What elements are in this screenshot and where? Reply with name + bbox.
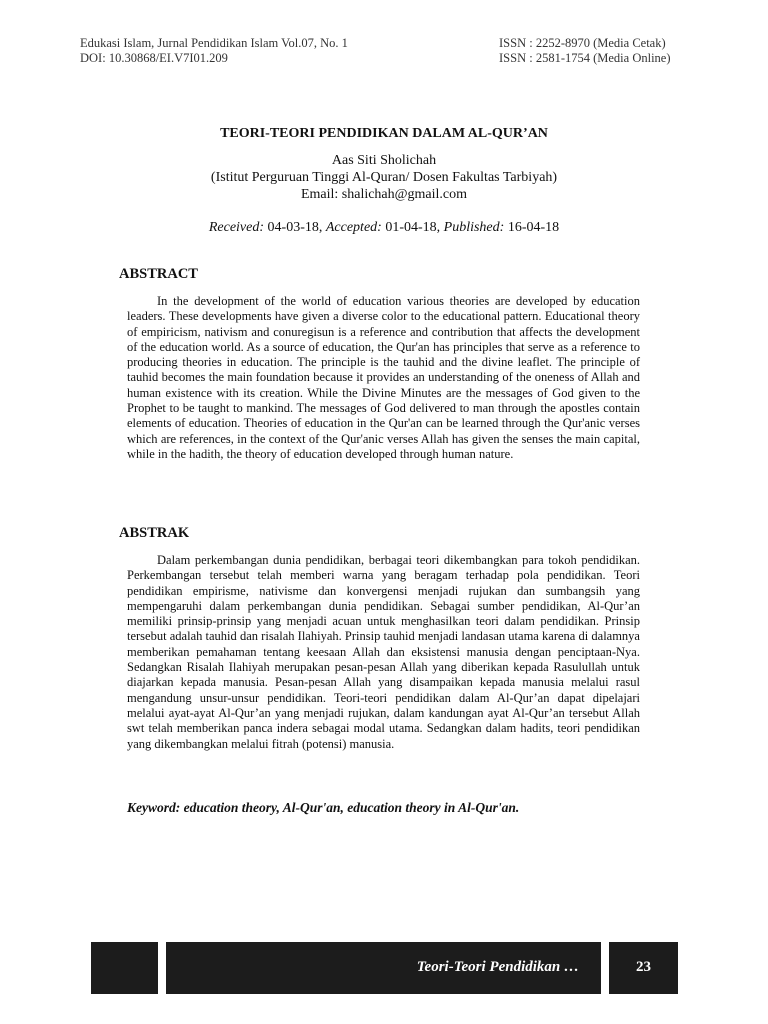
journal-header — [80, 36, 348, 66]
published-label: Published: — [443, 220, 505, 235]
article-dates — [0, 220, 768, 236]
issn-header — [499, 36, 671, 66]
issn-online: ISSN : 2581-1754 (Media Online) — [499, 51, 671, 65]
keywords-line: Keyword: education theory, Al-Qur'an, education theory in Al-Qur'an. — [127, 800, 520, 815]
issn-print: ISSN : 2252-8970 (Media Cetak) — [499, 36, 666, 50]
author-email: Email: shalichah@gmail.com — [300, 187, 468, 202]
journal-line: Edukasi Islam, Jurnal Pendidikan Islam Vol.07, No. 1 — [80, 36, 348, 50]
footer-decor-box — [91, 942, 158, 994]
published-date: 16-04-18 — [504, 220, 560, 235]
author-name: Aas Siti Sholichah — [331, 153, 437, 168]
abstrak-heading: ABSTRAK — [119, 525, 190, 541]
received-label: Received: — [208, 220, 265, 235]
received-date: 04-03-18, — [264, 220, 326, 235]
accepted-label: Accepted: — [325, 220, 382, 235]
accepted-date: 01-04-18, — [381, 220, 444, 235]
author-block — [0, 152, 768, 203]
footer-title-box — [166, 942, 601, 994]
author-affiliation: (Istitut Perguruan Tinggi Al-Quran/ Dosen Fakultas Tarbiyah) — [210, 170, 558, 185]
doi-line: DOI: 10.30868/EI.V7I01.209 — [80, 51, 228, 65]
article-title: TEORI-TEORI PENDIDIKAN DALAM AL-QUR’AN — [220, 126, 548, 141]
abstract-body: In the development of the world of education various theories are developed by education leaders. These developments have given a diverse color to the educational pattern. Educational theory of empiricism, nativism and conuregisun is a reference and contribution that affects the development of the education world. As a source of education, the Qur'an has principles that serve as a reference to producing theories in education. The principle is the tauhid and the divine leaflet. The principle of tauhid becomes the main foundation because it provides an understanding of the oneness of Allah and human existence with its creation. While the Divine Minutes are the messages of God given to the Prophet to be taught to mankind. The messages of God delivered to man through the apostles contain elements of education. Theories of education in the Qur'an can be learned through the Qur'anic verses which are references, in the context of the Qur'anic verses Allah has given the senses the main capital, while in the hadith, the theory of education developed through human nature. — [127, 294, 640, 461]
page-number: 23 — [636, 959, 651, 975]
abstrak-body: Dalam perkembangan dunia pendidikan, berbagai teori dikembangkan para tokoh pendidikan. Perkembangan tersebut telah memberi warna yang beragam terhadap pola pendidikan. Teori pendidikan empirisme, nativisme dan konvergensi menjadi rujukan dan sumbangsih yang mempengaruhi dalam perkembangan dunia pendidikan. Sebagai sumber pendidikan, Al-Qur’an memiliki prinsip-prinsip yang menjadi acuan untuk menghasilkan teori dalam pendidikan. Prinsip tersebut adalah tauhid dan risalah Ilahiyah. Prinsip tauhid menjadi landasan utama karena di dalamnya memberikan pemahaman tentang keesaan Allah dan eksistensi manusia dengan penciptaan-Nya. Sedangkan Risalah Ilahiyah merupakan pesan-pesan Allah yang diberikan kepada Rasulullah untuk diajarkan kepada manusia. Pesan-pesan Allah yang disampaikan kepada manusia melalui rasul mengandung unsur-unsur pendidikan. Teori-teori pendidikan dalam Al-Qur’an dapat dipelajari melalui ayat-ayat Al-Qur’an yang menjadi rujukan, dalam kandungan ayat Al-Qur’an tersebut Allah swt telah memberikan panca indera sebagai modal utama. Sedangkan dalam hadits, teori pendidikan yang dikembangkan melalui fitrah (potensi) manusia. — [127, 553, 640, 751]
running-title: Teori-Teori Pendidikan … — [416, 959, 579, 975]
footer-page-box — [609, 942, 678, 994]
abstract-heading: ABSTRACT — [119, 266, 198, 282]
